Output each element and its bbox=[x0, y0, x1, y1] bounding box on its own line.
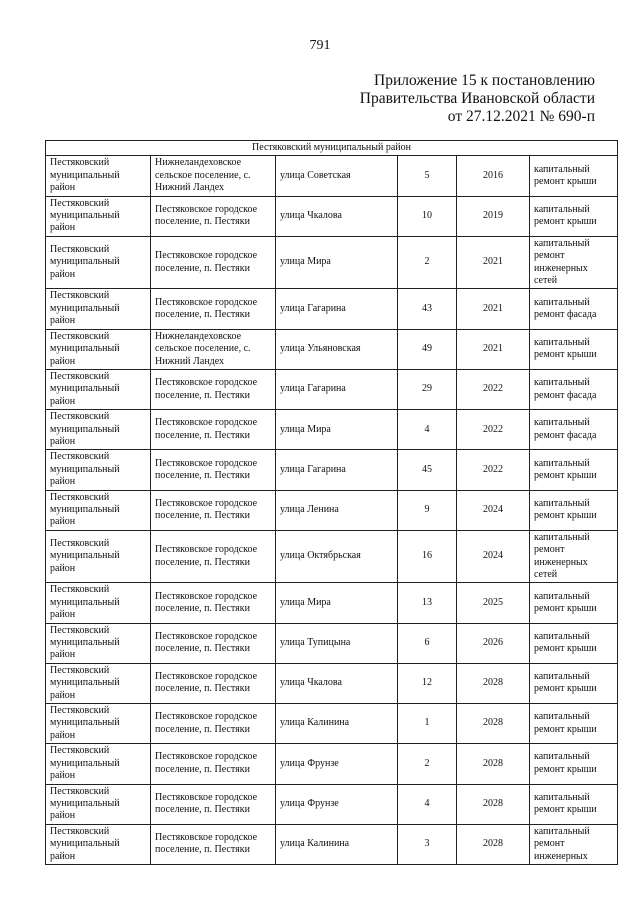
cell-street: улица Мира bbox=[276, 583, 398, 623]
cell-street: улица Калинина bbox=[276, 824, 398, 864]
cell-district: Пестяковский муниципальный район bbox=[46, 583, 151, 623]
cell-settlement: Пестяковское городское поселение, п. Пестяки bbox=[151, 369, 276, 409]
cell-year: 2024 bbox=[457, 490, 530, 530]
cell-year: 2028 bbox=[457, 784, 530, 824]
cell-settlement: Пестяковское городское поселение, п. Пестяки bbox=[151, 410, 276, 450]
cell-settlement: Пестяковское городское поселение, п. Пестяки bbox=[151, 663, 276, 703]
cell-work: капитальный ремонт крыши bbox=[530, 329, 618, 369]
cell-year: 2024 bbox=[457, 530, 530, 583]
cell-district: Пестяковский муниципальный район bbox=[46, 289, 151, 329]
section-title: Пестяковский муниципальный район bbox=[46, 141, 618, 156]
cell-district: Пестяковский муниципальный район bbox=[46, 450, 151, 490]
cell-street: улица Гагарина bbox=[276, 450, 398, 490]
table-row bbox=[46, 623, 618, 663]
cell-year: 2026 bbox=[457, 623, 530, 663]
cell-street: улица Ульяновская bbox=[276, 329, 398, 369]
cell-work: капитальный ремонт крыши bbox=[530, 450, 618, 490]
cell-work: капитальный ремонт инженерных сетей bbox=[530, 530, 618, 583]
cell-year: 2021 bbox=[457, 329, 530, 369]
cell-street: улица Советская bbox=[276, 156, 398, 196]
cell-house: 1 bbox=[398, 704, 457, 744]
cell-house: 4 bbox=[398, 410, 457, 450]
cell-district: Пестяковский муниципальный район bbox=[46, 663, 151, 703]
cell-settlement: Пестяковское городское поселение, п. Пестяки bbox=[151, 824, 276, 864]
cell-year: 2028 bbox=[457, 704, 530, 744]
table-row bbox=[46, 583, 618, 623]
cell-district: Пестяковский муниципальный район bbox=[46, 410, 151, 450]
cell-house: 43 bbox=[398, 289, 457, 329]
cell-settlement: Пестяковское городское поселение, п. Пестяки bbox=[151, 236, 276, 289]
table-row bbox=[46, 450, 618, 490]
cell-street: улица Тупицына bbox=[276, 623, 398, 663]
cell-house: 4 bbox=[398, 784, 457, 824]
cell-house: 29 bbox=[398, 369, 457, 409]
cell-settlement: Пестяковское городское поселение, п. Пестяки bbox=[151, 530, 276, 583]
cell-work: капитальный ремонт инженерных bbox=[530, 824, 618, 864]
cell-house: 5 bbox=[398, 156, 457, 196]
houses-table bbox=[45, 140, 618, 865]
cell-work: капитальный ремонт крыши bbox=[530, 583, 618, 623]
cell-year: 2022 bbox=[457, 410, 530, 450]
table-row bbox=[46, 784, 618, 824]
cell-work: капитальный ремонт крыши bbox=[530, 704, 618, 744]
page-number: 791 bbox=[309, 38, 331, 53]
cell-street: улица Гагарина bbox=[276, 289, 398, 329]
cell-work: капитальный ремонт крыши bbox=[530, 784, 618, 824]
cell-settlement: Нижнеландеховское сельское поселение, с. Нижний Ландех bbox=[151, 156, 276, 196]
table-row bbox=[46, 369, 618, 409]
cell-year: 2019 bbox=[457, 196, 530, 236]
cell-house: 45 bbox=[398, 450, 457, 490]
cell-district: Пестяковский муниципальный район bbox=[46, 196, 151, 236]
cell-district: Пестяковский муниципальный район bbox=[46, 329, 151, 369]
cell-work: капитальный ремонт крыши bbox=[530, 490, 618, 530]
cell-house: 10 bbox=[398, 196, 457, 236]
cell-district: Пестяковский муниципальный район bbox=[46, 623, 151, 663]
cell-house: 3 bbox=[398, 824, 457, 864]
cell-street: улица Чкалова bbox=[276, 196, 398, 236]
cell-settlement: Пестяковское городское поселение, п. Пестяки bbox=[151, 704, 276, 744]
cell-street: улица Мира bbox=[276, 236, 398, 289]
appendix-line: Правительства Ивановской области bbox=[359, 90, 595, 107]
table-row bbox=[46, 704, 618, 744]
table-row bbox=[46, 156, 618, 196]
cell-house: 13 bbox=[398, 583, 457, 623]
cell-district: Пестяковский муниципальный район bbox=[46, 784, 151, 824]
cell-district: Пестяковский муниципальный район bbox=[46, 369, 151, 409]
table-row bbox=[46, 744, 618, 784]
cell-district: Пестяковский муниципальный район bbox=[46, 530, 151, 583]
cell-house: 49 bbox=[398, 329, 457, 369]
cell-settlement: Пестяковское городское поселение, п. Пестяки bbox=[151, 784, 276, 824]
cell-district: Пестяковский муниципальный район bbox=[46, 704, 151, 744]
cell-district: Пестяковский муниципальный район bbox=[46, 744, 151, 784]
cell-year: 2025 bbox=[457, 583, 530, 623]
cell-work: капитальный ремонт фасада bbox=[530, 410, 618, 450]
table-row bbox=[46, 410, 618, 450]
cell-settlement: Пестяковское городское поселение, п. Пестяки bbox=[151, 450, 276, 490]
cell-street: улица Калинина bbox=[276, 704, 398, 744]
appendix-line: Приложение 15 к постановлению bbox=[374, 72, 595, 89]
cell-house: 2 bbox=[398, 744, 457, 784]
cell-year: 2021 bbox=[457, 236, 530, 289]
cell-year: 2028 bbox=[457, 744, 530, 784]
appendix-line: от 27.12.2021 № 690-п bbox=[447, 108, 595, 125]
cell-house: 12 bbox=[398, 663, 457, 703]
cell-district: Пестяковский муниципальный район bbox=[46, 490, 151, 530]
cell-street: улица Чкалова bbox=[276, 663, 398, 703]
cell-street: улица Октябрьская bbox=[276, 530, 398, 583]
cell-settlement: Пестяковское городское поселение, п. Пестяки bbox=[151, 490, 276, 530]
cell-work: капитальный ремонт крыши bbox=[530, 156, 618, 196]
cell-year: 2022 bbox=[457, 450, 530, 490]
cell-house: 2 bbox=[398, 236, 457, 289]
cell-year: 2022 bbox=[457, 369, 530, 409]
cell-house: 9 bbox=[398, 490, 457, 530]
cell-district: Пестяковский муниципальный район bbox=[46, 236, 151, 289]
cell-work: капитальный ремонт инженерных сетей bbox=[530, 236, 618, 289]
table-row bbox=[46, 824, 618, 864]
table-row bbox=[46, 490, 618, 530]
cell-year: 2021 bbox=[457, 289, 530, 329]
table-row bbox=[46, 236, 618, 289]
cell-work: капитальный ремонт крыши bbox=[530, 663, 618, 703]
cell-settlement: Нижнеландеховское сельское поселение, с. Нижний Ландех bbox=[151, 329, 276, 369]
cell-settlement: Пестяковское городское поселение, п. Пестяки bbox=[151, 744, 276, 784]
appendix-header bbox=[360, 72, 595, 126]
cell-settlement: Пестяковское городское поселение, п. Пестяки bbox=[151, 623, 276, 663]
cell-house: 16 bbox=[398, 530, 457, 583]
cell-year: 2028 bbox=[457, 663, 530, 703]
cell-house: 6 bbox=[398, 623, 457, 663]
cell-year: 2016 bbox=[457, 156, 530, 196]
cell-work: капитальный ремонт фасада bbox=[530, 289, 618, 329]
table-row bbox=[46, 663, 618, 703]
cell-settlement: Пестяковское городское поселение, п. Пестяки bbox=[151, 196, 276, 236]
cell-work: капитальный ремонт крыши bbox=[530, 744, 618, 784]
table-row bbox=[46, 329, 618, 369]
cell-street: улица Фрунзе bbox=[276, 784, 398, 824]
cell-settlement: Пестяковское городское поселение, п. Пестяки bbox=[151, 289, 276, 329]
cell-street: улица Ленина bbox=[276, 490, 398, 530]
cell-work: капитальный ремонт фасада bbox=[530, 369, 618, 409]
cell-district: Пестяковский муниципальный район bbox=[46, 824, 151, 864]
cell-year: 2028 bbox=[457, 824, 530, 864]
cell-work: капитальный ремонт крыши bbox=[530, 623, 618, 663]
cell-settlement: Пестяковское городское поселение, п. Пестяки bbox=[151, 583, 276, 623]
table-row bbox=[46, 530, 618, 583]
cell-work: капитальный ремонт крыши bbox=[530, 196, 618, 236]
table-row bbox=[46, 196, 618, 236]
cell-street: улица Мира bbox=[276, 410, 398, 450]
cell-street: улица Гагарина bbox=[276, 369, 398, 409]
table-row bbox=[46, 289, 618, 329]
cell-street: улица Фрунзе bbox=[276, 744, 398, 784]
cell-district: Пестяковский муниципальный район bbox=[46, 156, 151, 196]
